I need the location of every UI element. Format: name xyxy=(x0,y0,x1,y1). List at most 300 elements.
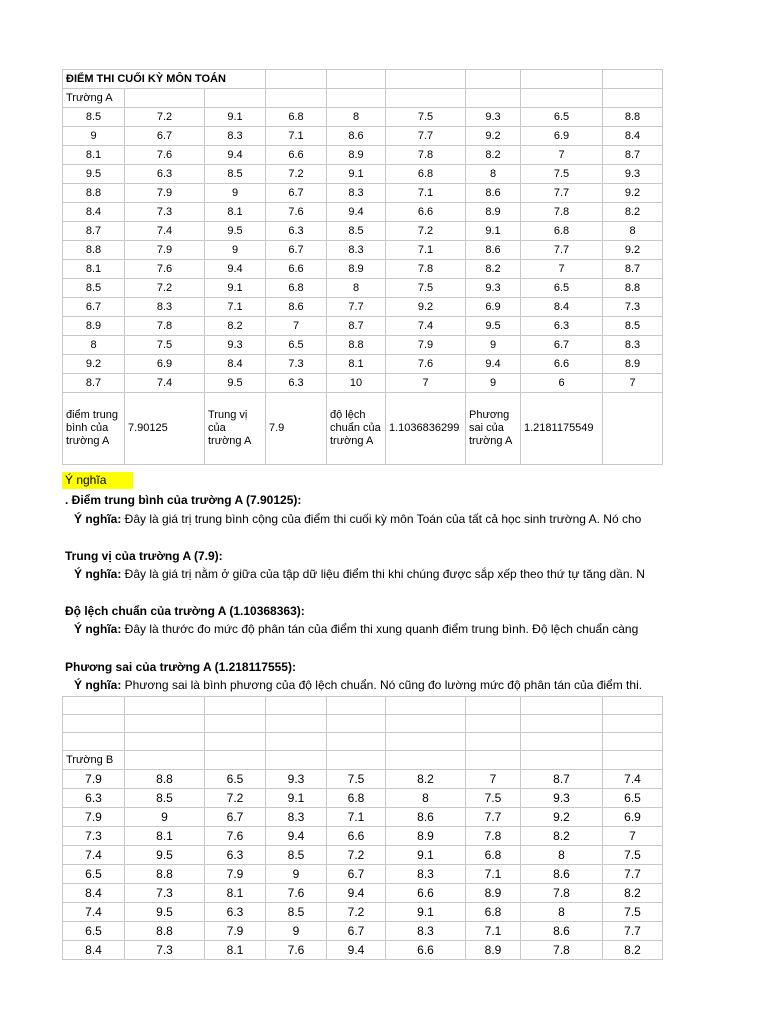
cell[interactable] xyxy=(266,733,327,751)
score-cell[interactable]: 8 xyxy=(63,336,125,355)
score-cell[interactable]: 6.6 xyxy=(327,827,386,846)
score-cell[interactable]: 6.8 xyxy=(327,789,386,808)
cell[interactable] xyxy=(521,715,603,733)
score-cell[interactable]: 7.8 xyxy=(386,146,466,165)
score-cell[interactable]: 8.6 xyxy=(327,127,386,146)
score-cell[interactable]: 6.8 xyxy=(266,108,327,127)
score-cell[interactable]: 7.4 xyxy=(63,846,125,865)
table-row xyxy=(63,884,663,903)
score-cell[interactable]: 8.6 xyxy=(521,865,603,884)
score-cell[interactable]: 8.1 xyxy=(327,355,386,374)
score-cell[interactable]: 7.6 xyxy=(205,827,266,846)
score-cell[interactable]: 7 xyxy=(521,146,603,165)
score-cell[interactable]: 8 xyxy=(466,165,521,184)
score-cell[interactable]: 6 xyxy=(521,374,603,393)
mean-label[interactable]: điểm trung bình của trường A xyxy=(63,393,125,465)
score-cell[interactable]: 7.1 xyxy=(266,127,327,146)
cell[interactable] xyxy=(466,733,521,751)
score-cell[interactable]: 6.6 xyxy=(386,941,466,960)
cell[interactable] xyxy=(63,697,125,715)
cell[interactable] xyxy=(205,733,266,751)
meaning-label: Ý nghĩa: xyxy=(74,622,122,636)
cell[interactable] xyxy=(466,751,521,770)
score-cell[interactable]: 7.7 xyxy=(386,127,466,146)
cell[interactable] xyxy=(466,89,521,108)
score-cell[interactable]: 9.3 xyxy=(466,108,521,127)
score-cell[interactable]: 8.3 xyxy=(266,808,327,827)
cell[interactable] xyxy=(386,715,466,733)
score-cell[interactable]: 7.6 xyxy=(266,884,327,903)
cell[interactable] xyxy=(327,89,386,108)
score-cell[interactable]: 8.5 xyxy=(266,903,327,922)
cell[interactable] xyxy=(386,89,466,108)
var-value[interactable]: 1.2181175549 xyxy=(521,393,603,465)
score-cell[interactable]: 7.7 xyxy=(603,922,663,941)
score-cell[interactable]: 7.9 xyxy=(63,808,125,827)
score-cell[interactable]: 8.8 xyxy=(63,184,125,203)
score-cell[interactable]: 7.2 xyxy=(327,903,386,922)
score-cell[interactable]: 8.9 xyxy=(466,203,521,222)
score-cell[interactable]: 6.3 xyxy=(266,222,327,241)
cell[interactable] xyxy=(205,715,266,733)
score-cell[interactable]: 9.1 xyxy=(466,222,521,241)
score-cell[interactable]: 6.7 xyxy=(327,865,386,884)
score-cell[interactable]: 8.9 xyxy=(603,355,663,374)
table-row xyxy=(63,184,663,203)
score-cell[interactable]: 7.9 xyxy=(125,184,205,203)
score-cell[interactable]: 9.4 xyxy=(466,355,521,374)
score-cell[interactable]: 7.3 xyxy=(125,941,205,960)
score-cell[interactable]: 9.4 xyxy=(266,827,327,846)
score-cell[interactable]: 7.2 xyxy=(125,279,205,298)
score-cell[interactable]: 6.5 xyxy=(521,108,603,127)
cell[interactable] xyxy=(266,697,327,715)
score-cell[interactable]: 8.2 xyxy=(603,203,663,222)
score-cell[interactable]: 9.3 xyxy=(521,789,603,808)
score-cell[interactable]: 7.1 xyxy=(205,298,266,317)
cell[interactable] xyxy=(521,70,603,89)
score-cell[interactable]: 6.8 xyxy=(466,846,521,865)
score-cell[interactable]: 6.8 xyxy=(466,903,521,922)
score-cell[interactable]: 8.4 xyxy=(205,355,266,374)
score-cell[interactable]: 9.1 xyxy=(327,165,386,184)
score-cell[interactable]: 8.9 xyxy=(327,146,386,165)
cell[interactable] xyxy=(327,733,386,751)
score-cell[interactable]: 7.8 xyxy=(521,941,603,960)
score-cell[interactable]: 9.3 xyxy=(466,279,521,298)
score-cell[interactable]: 6.8 xyxy=(386,165,466,184)
cell[interactable] xyxy=(603,733,663,751)
cell[interactable] xyxy=(266,89,327,108)
score-cell[interactable]: 9.5 xyxy=(125,903,205,922)
score-cell[interactable]: 8.1 xyxy=(125,827,205,846)
score-cell[interactable]: 6.9 xyxy=(125,355,205,374)
score-cell[interactable]: 8.4 xyxy=(63,941,125,960)
cell[interactable] xyxy=(125,715,205,733)
score-cell[interactable]: 8.8 xyxy=(603,108,663,127)
score-cell[interactable]: 6.9 xyxy=(466,298,521,317)
score-cell[interactable]: 8.4 xyxy=(63,203,125,222)
score-cell[interactable]: 6.3 xyxy=(205,846,266,865)
score-cell[interactable]: 8.4 xyxy=(63,884,125,903)
score-cell[interactable]: 7.6 xyxy=(386,355,466,374)
score-cell[interactable]: 7.4 xyxy=(63,903,125,922)
score-cell[interactable]: 8.3 xyxy=(386,922,466,941)
score-cell[interactable]: 8.5 xyxy=(327,222,386,241)
score-cell[interactable]: 8.8 xyxy=(603,279,663,298)
score-cell[interactable]: 8.2 xyxy=(466,146,521,165)
score-cell[interactable]: 8.6 xyxy=(521,922,603,941)
cell[interactable] xyxy=(386,697,466,715)
score-cell[interactable]: 9 xyxy=(125,808,205,827)
score-cell[interactable]: 8.5 xyxy=(266,846,327,865)
score-cell[interactable]: 9.2 xyxy=(603,184,663,203)
score-cell[interactable]: 8.7 xyxy=(63,222,125,241)
std-value[interactable]: 1.1036836299 xyxy=(386,393,466,465)
explanation-line-median xyxy=(74,567,664,581)
score-cell[interactable]: 7.1 xyxy=(466,922,521,941)
score-cell[interactable]: 7.9 xyxy=(205,922,266,941)
score-cell[interactable]: 8.1 xyxy=(205,941,266,960)
score-cell[interactable]: 6.3 xyxy=(205,903,266,922)
score-cell[interactable]: 7.4 xyxy=(125,222,205,241)
score-cell[interactable]: 8.7 xyxy=(603,260,663,279)
score-cell[interactable]: 8.2 xyxy=(205,317,266,336)
table-row xyxy=(63,260,663,279)
score-cell[interactable]: 6.5 xyxy=(63,922,125,941)
score-cell[interactable]: 9.4 xyxy=(205,260,266,279)
cell[interactable] xyxy=(466,697,521,715)
score-cell[interactable]: 7.7 xyxy=(521,241,603,260)
score-cell[interactable]: 9.4 xyxy=(205,146,266,165)
score-cell[interactable]: 9 xyxy=(63,127,125,146)
score-cell[interactable]: 9.2 xyxy=(386,298,466,317)
score-cell[interactable]: 8.9 xyxy=(327,260,386,279)
cell[interactable] xyxy=(603,751,663,770)
score-cell[interactable]: 9.1 xyxy=(205,279,266,298)
score-cell[interactable]: 9.4 xyxy=(327,941,386,960)
score-cell[interactable]: 8.1 xyxy=(205,884,266,903)
score-cell[interactable]: 6.7 xyxy=(521,336,603,355)
score-cell[interactable]: 7.5 xyxy=(386,279,466,298)
score-cell[interactable]: 7.1 xyxy=(466,865,521,884)
score-cell[interactable]: 9.3 xyxy=(603,165,663,184)
score-cell[interactable]: 9 xyxy=(266,922,327,941)
table-row xyxy=(63,146,663,165)
table-row xyxy=(63,108,663,127)
median-value[interactable]: 7.9 xyxy=(266,393,327,465)
score-cell[interactable]: 9.2 xyxy=(466,127,521,146)
score-cell[interactable]: 8.2 xyxy=(603,884,663,903)
cell[interactable] xyxy=(521,751,603,770)
score-cell[interactable]: 8.1 xyxy=(63,146,125,165)
score-cell[interactable]: 8.8 xyxy=(63,241,125,260)
score-cell[interactable]: 7.5 xyxy=(466,789,521,808)
cell[interactable] xyxy=(266,751,327,770)
cell[interactable] xyxy=(386,751,466,770)
score-cell[interactable]: 7.7 xyxy=(327,298,386,317)
cell[interactable] xyxy=(603,89,663,108)
score-cell[interactable]: 7 xyxy=(603,374,663,393)
score-cell[interactable]: 8.8 xyxy=(125,865,205,884)
score-cell[interactable]: 8.9 xyxy=(466,941,521,960)
score-cell[interactable]: 7.7 xyxy=(603,865,663,884)
cell[interactable] xyxy=(603,697,663,715)
score-cell[interactable]: 10 xyxy=(327,374,386,393)
score-cell[interactable]: 9 xyxy=(266,865,327,884)
score-cell[interactable]: 6.9 xyxy=(603,808,663,827)
school-a-table xyxy=(62,69,663,465)
score-cell[interactable]: 7.4 xyxy=(603,770,663,789)
score-cell[interactable]: 6.6 xyxy=(266,260,327,279)
cell[interactable] xyxy=(125,733,205,751)
score-cell[interactable]: 7 xyxy=(521,260,603,279)
table-row xyxy=(63,846,663,865)
score-cell[interactable]: 7.2 xyxy=(327,846,386,865)
score-cell[interactable]: 7.4 xyxy=(386,317,466,336)
score-cell[interactable]: 9.5 xyxy=(125,846,205,865)
score-cell[interactable]: 9.1 xyxy=(386,903,466,922)
cell[interactable] xyxy=(125,751,205,770)
score-cell[interactable]: 7.1 xyxy=(386,241,466,260)
score-cell[interactable]: 7.5 xyxy=(603,903,663,922)
score-cell[interactable]: 8.7 xyxy=(603,146,663,165)
score-cell[interactable]: 8 xyxy=(386,789,466,808)
score-cell[interactable]: 8.7 xyxy=(521,770,603,789)
score-cell[interactable]: 9.2 xyxy=(603,241,663,260)
score-cell[interactable]: 9.2 xyxy=(521,808,603,827)
cell[interactable] xyxy=(386,70,466,89)
cell[interactable] xyxy=(521,697,603,715)
score-cell[interactable]: 8.7 xyxy=(327,317,386,336)
score-cell[interactable]: 7 xyxy=(266,317,327,336)
score-cell[interactable]: 8.8 xyxy=(327,336,386,355)
school-b-label[interactable]: Trường B xyxy=(63,751,125,770)
score-cell[interactable]: 7.5 xyxy=(327,770,386,789)
score-cell[interactable]: 8.3 xyxy=(327,241,386,260)
score-cell[interactable]: 8.3 xyxy=(603,336,663,355)
score-cell[interactable]: 7.9 xyxy=(125,241,205,260)
score-cell[interactable]: 9.3 xyxy=(266,770,327,789)
score-cell[interactable]: 8.5 xyxy=(63,108,125,127)
score-cell[interactable]: 6.6 xyxy=(266,146,327,165)
score-cell[interactable]: 6.5 xyxy=(521,279,603,298)
score-cell[interactable]: 6.3 xyxy=(521,317,603,336)
cell[interactable] xyxy=(125,89,205,108)
score-cell[interactable]: 7.9 xyxy=(386,336,466,355)
score-cell[interactable]: 8.5 xyxy=(63,279,125,298)
score-cell[interactable]: 8.4 xyxy=(603,127,663,146)
score-cell[interactable]: 9.5 xyxy=(466,317,521,336)
score-cell[interactable]: 8.9 xyxy=(63,317,125,336)
score-cell[interactable]: 8.8 xyxy=(125,770,205,789)
cell[interactable] xyxy=(603,393,663,465)
score-cell[interactable]: 7.3 xyxy=(125,884,205,903)
cell[interactable] xyxy=(327,715,386,733)
score-cell[interactable]: 7.3 xyxy=(266,355,327,374)
std-label[interactable]: độ lệch chuẩn của trường A xyxy=(327,393,386,465)
score-cell[interactable]: 8.2 xyxy=(521,827,603,846)
cell[interactable] xyxy=(205,89,266,108)
score-cell[interactable]: 9.3 xyxy=(205,336,266,355)
score-cell[interactable]: 9 xyxy=(466,336,521,355)
score-cell[interactable]: 8.3 xyxy=(327,184,386,203)
cell[interactable] xyxy=(466,715,521,733)
score-cell[interactable]: 8 xyxy=(327,108,386,127)
score-cell[interactable]: 7.1 xyxy=(386,184,466,203)
cell[interactable] xyxy=(266,715,327,733)
score-cell[interactable]: 8 xyxy=(603,222,663,241)
score-cell[interactable]: 6.7 xyxy=(63,298,125,317)
score-cell[interactable]: 8.5 xyxy=(125,789,205,808)
score-cell[interactable]: 7.6 xyxy=(266,941,327,960)
cell[interactable] xyxy=(603,70,663,89)
score-cell[interactable]: 7.7 xyxy=(521,184,603,203)
score-cell[interactable]: 7 xyxy=(386,374,466,393)
school-a-label[interactable]: Trường A xyxy=(63,89,125,108)
score-cell[interactable]: 8.3 xyxy=(386,865,466,884)
score-cell[interactable]: 8.2 xyxy=(466,260,521,279)
score-cell[interactable]: 7 xyxy=(466,770,521,789)
cell[interactable] xyxy=(521,733,603,751)
cell[interactable] xyxy=(327,70,386,89)
score-cell[interactable]: 7.9 xyxy=(205,865,266,884)
score-cell[interactable]: 9.4 xyxy=(327,884,386,903)
score-cell[interactable]: 7.8 xyxy=(521,203,603,222)
score-cell[interactable]: 7.5 xyxy=(603,846,663,865)
cell[interactable] xyxy=(205,751,266,770)
score-cell[interactable]: 9.1 xyxy=(205,108,266,127)
score-cell[interactable]: 6.7 xyxy=(327,922,386,941)
cell[interactable] xyxy=(266,70,327,89)
score-cell[interactable]: 6.6 xyxy=(386,203,466,222)
score-cell[interactable]: 7 xyxy=(603,827,663,846)
score-cell[interactable]: 8.2 xyxy=(386,770,466,789)
score-cell[interactable]: 8.9 xyxy=(466,884,521,903)
score-cell[interactable]: 6.5 xyxy=(205,770,266,789)
meaning-highlight-cell[interactable]: Ý nghĩa xyxy=(62,472,133,489)
score-cell[interactable]: 9.1 xyxy=(386,846,466,865)
sheet-title[interactable]: ĐIỂM THI CUỐI KỲ MÔN TOÁN xyxy=(63,70,266,89)
score-cell[interactable]: 6.7 xyxy=(266,241,327,260)
score-cell[interactable]: 8.6 xyxy=(466,241,521,260)
score-cell[interactable]: 9.5 xyxy=(205,222,266,241)
score-cell[interactable]: 6.7 xyxy=(125,127,205,146)
score-cell[interactable]: 7.2 xyxy=(386,222,466,241)
table-row xyxy=(63,317,663,336)
score-cell[interactable]: 6.5 xyxy=(266,336,327,355)
score-cell[interactable]: 7.4 xyxy=(125,374,205,393)
score-cell[interactable]: 8.4 xyxy=(521,298,603,317)
score-cell[interactable]: 7.1 xyxy=(327,808,386,827)
score-cell[interactable]: 6.5 xyxy=(63,865,125,884)
score-cell[interactable]: 9.2 xyxy=(63,355,125,374)
var-label[interactable]: Phương sai của trường A xyxy=(466,393,521,465)
score-cell[interactable]: 8.5 xyxy=(603,317,663,336)
score-cell[interactable]: 8.2 xyxy=(603,941,663,960)
score-cell[interactable]: 7.9 xyxy=(63,770,125,789)
score-cell[interactable]: 7.6 xyxy=(125,146,205,165)
score-cell[interactable]: 6.7 xyxy=(205,808,266,827)
score-cell[interactable]: 7.7 xyxy=(466,808,521,827)
score-cell[interactable]: 7.3 xyxy=(603,298,663,317)
score-cell[interactable]: 8.6 xyxy=(266,298,327,317)
mean-value[interactable]: 7.90125 xyxy=(125,393,205,465)
score-cell[interactable]: 6.6 xyxy=(386,884,466,903)
score-cell[interactable]: 7.5 xyxy=(521,165,603,184)
score-cell[interactable]: 6.6 xyxy=(521,355,603,374)
score-cell[interactable]: 8.1 xyxy=(63,260,125,279)
score-cell[interactable]: 7.8 xyxy=(125,317,205,336)
score-cell[interactable]: 7.8 xyxy=(521,884,603,903)
score-cell[interactable]: 9 xyxy=(205,184,266,203)
score-cell[interactable]: 9 xyxy=(466,374,521,393)
cell[interactable] xyxy=(466,70,521,89)
score-cell[interactable]: 9 xyxy=(205,241,266,260)
cell[interactable] xyxy=(205,697,266,715)
score-cell[interactable]: 6.9 xyxy=(521,127,603,146)
score-cell[interactable]: 7.6 xyxy=(266,203,327,222)
score-cell[interactable]: 7.5 xyxy=(386,108,466,127)
score-cell[interactable]: 6.8 xyxy=(521,222,603,241)
score-cell[interactable]: 6.3 xyxy=(63,789,125,808)
cell[interactable] xyxy=(327,751,386,770)
school-b-sheet xyxy=(62,696,663,960)
score-cell[interactable]: 6.5 xyxy=(603,789,663,808)
score-cell[interactable]: 8.6 xyxy=(386,808,466,827)
score-cell[interactable]: 8.3 xyxy=(205,127,266,146)
cell[interactable] xyxy=(386,733,466,751)
score-cell[interactable]: 7.2 xyxy=(266,165,327,184)
score-cell[interactable]: 8.3 xyxy=(125,298,205,317)
score-cell[interactable]: 7.6 xyxy=(125,260,205,279)
score-cell[interactable]: 8.5 xyxy=(205,165,266,184)
score-cell[interactable]: 8.7 xyxy=(63,374,125,393)
cell[interactable] xyxy=(63,733,125,751)
score-cell[interactable]: 8.9 xyxy=(386,827,466,846)
score-cell[interactable]: 8.8 xyxy=(125,922,205,941)
score-cell[interactable]: 8.6 xyxy=(466,184,521,203)
cell[interactable] xyxy=(125,697,205,715)
median-label[interactable]: Trung vị của trường A xyxy=(205,393,266,465)
cell[interactable] xyxy=(63,715,125,733)
score-cell[interactable]: 6.3 xyxy=(125,165,205,184)
score-cell[interactable]: 9.4 xyxy=(327,203,386,222)
cell[interactable] xyxy=(603,715,663,733)
score-cell[interactable]: 9.5 xyxy=(205,374,266,393)
score-cell[interactable]: 7.8 xyxy=(466,827,521,846)
score-cell[interactable]: 9.1 xyxy=(266,789,327,808)
score-cell[interactable]: 8 xyxy=(521,846,603,865)
table-row xyxy=(63,355,663,374)
score-cell[interactable]: 7.2 xyxy=(205,789,266,808)
score-cell[interactable]: 7.3 xyxy=(63,827,125,846)
score-cell[interactable]: 7.3 xyxy=(125,203,205,222)
cell[interactable] xyxy=(327,697,386,715)
cell[interactable] xyxy=(521,89,603,108)
score-cell[interactable]: 6.3 xyxy=(266,374,327,393)
score-cell[interactable]: 7.5 xyxy=(125,336,205,355)
score-cell[interactable]: 7.8 xyxy=(386,260,466,279)
score-cell[interactable]: 6.7 xyxy=(266,184,327,203)
score-cell[interactable]: 7.2 xyxy=(125,108,205,127)
score-cell[interactable]: 9.5 xyxy=(63,165,125,184)
score-cell[interactable]: 8.1 xyxy=(205,203,266,222)
score-cell[interactable]: 6.8 xyxy=(266,279,327,298)
score-cell[interactable]: 8 xyxy=(521,903,603,922)
score-cell[interactable]: 8 xyxy=(327,279,386,298)
table-row xyxy=(63,903,663,922)
